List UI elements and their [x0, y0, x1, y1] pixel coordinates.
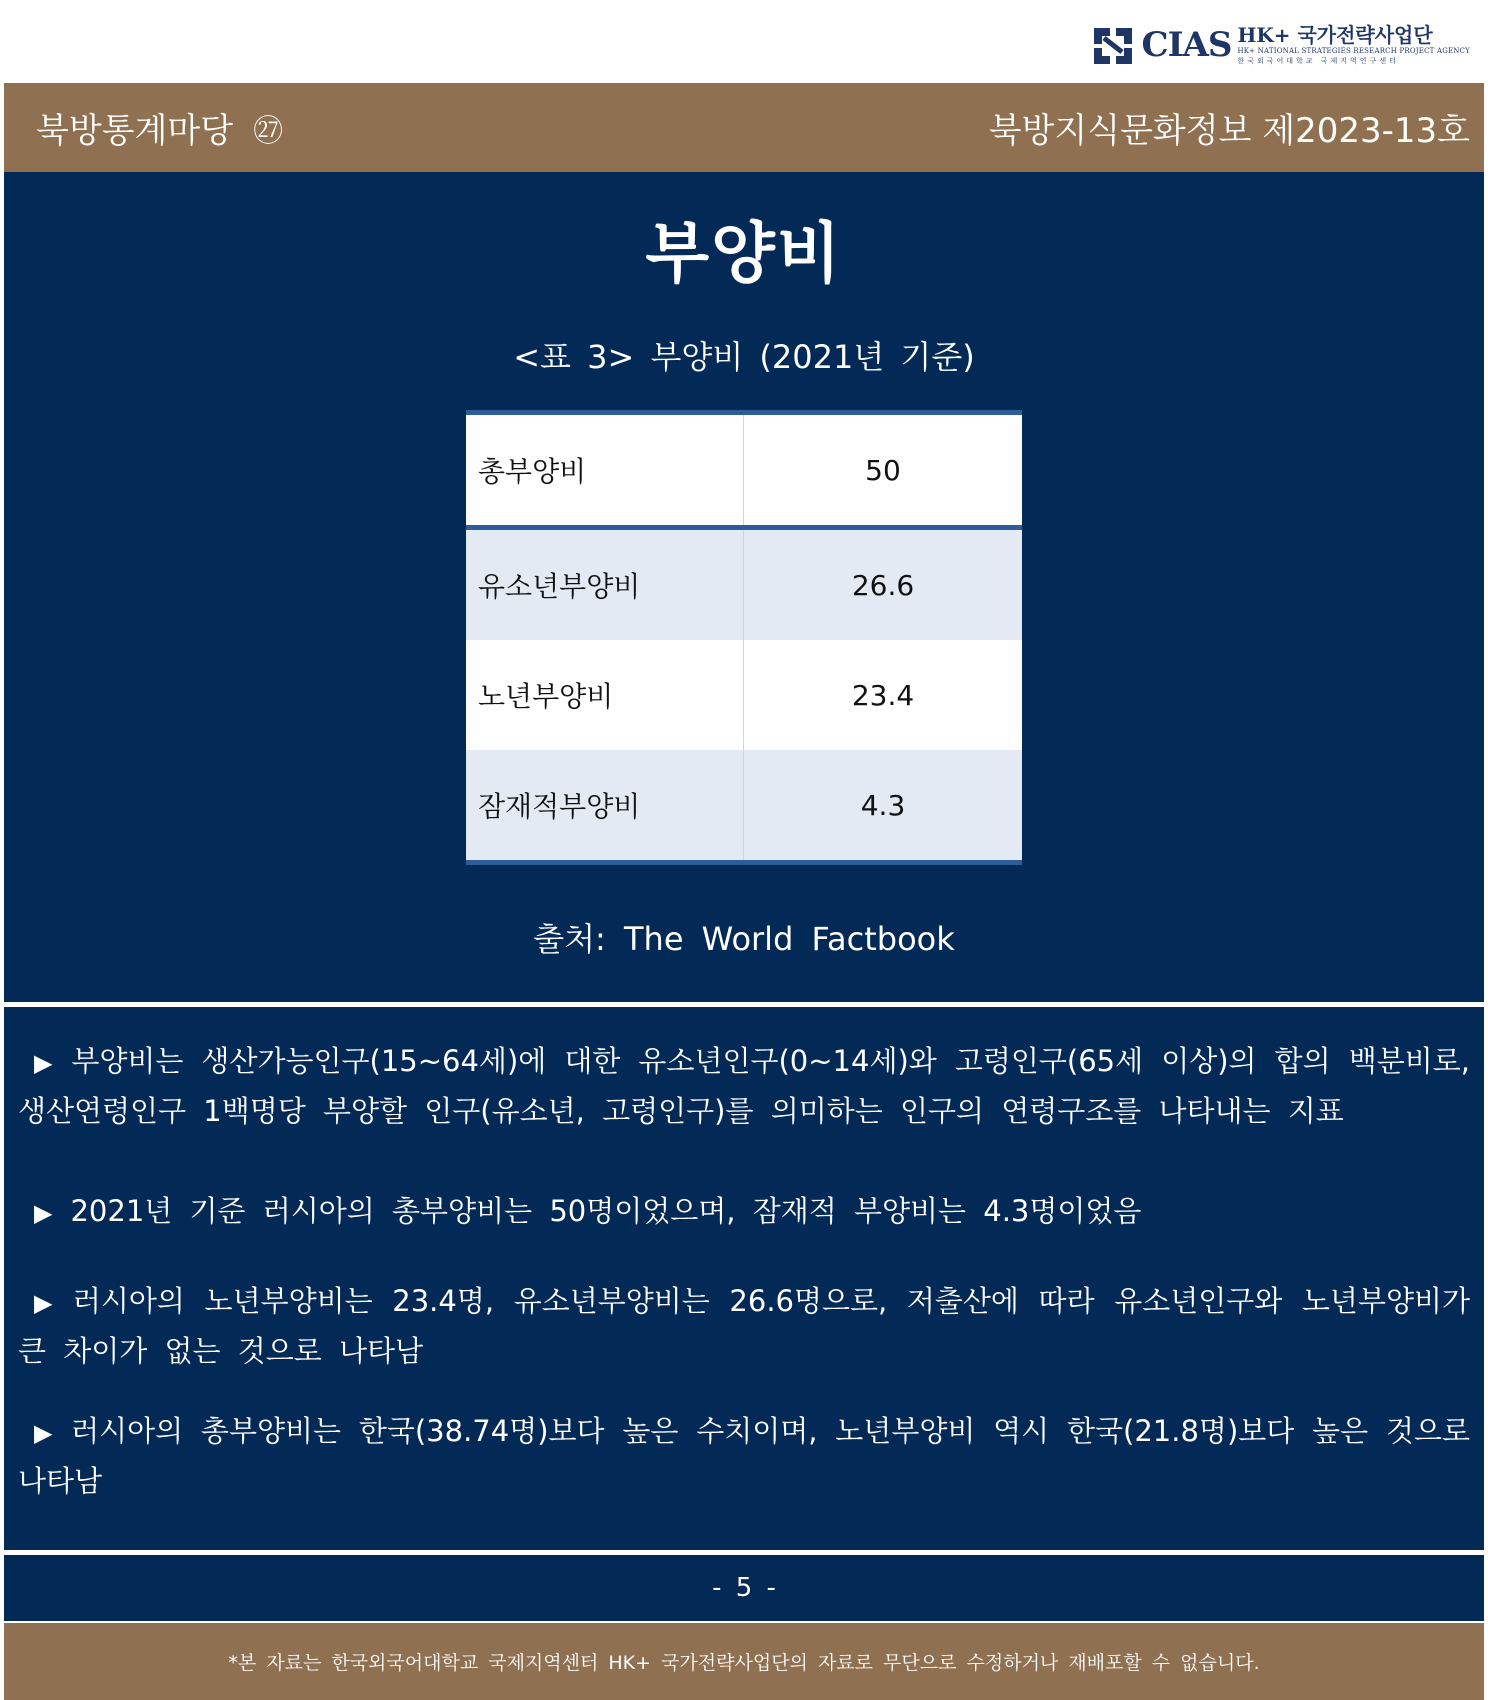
logo-subtitle-ko: 한국외국어대학교 국제지역연구센터: [1237, 57, 1399, 65]
page-number: - 5 -: [4, 1555, 1484, 1621]
dependency-ratio-table: [466, 410, 1022, 865]
table-caption: <표 3> 부양비 (2021년 기준): [513, 338, 975, 376]
series-name: 북방통계마당: [36, 111, 234, 151]
paragraph-text: 2021년 기준 러시아의 총부양비는 50명이었으며, 잠재적 부양비는 4.3명이었음: [70, 1194, 1142, 1228]
bullet-icon: ▶: [34, 1419, 54, 1447]
row-label: 노년부양비: [466, 640, 744, 750]
description-panel: [4, 1007, 1484, 1550]
table-row: [466, 413, 1022, 528]
bullet-icon: ▶: [34, 1049, 54, 1077]
page-title: 부양비: [645, 215, 843, 292]
table-row: [466, 640, 1022, 750]
paragraph-text: 러시아의 총부양비는 한국(38.74명)보다 높은 수치이며, 노년부양비 역시 한국(21.8명)보다 높은 것으로 나타남: [18, 1414, 1470, 1498]
logo-brand: CIAS: [1141, 25, 1232, 65]
publication-label: 북방지식문화정보 제2023-13호: [988, 111, 1470, 151]
description-paragraph: [18, 1037, 1470, 1135]
paragraph-text: 부양비는 생산가능인구(15~64세)에 대한 유소년인구(0~14세)와 고령인구(65세 이상)의 합의 백분비로, 생산연령인구 1백명당 부양할 인구(유소년, 고령인구)를 의미하는 인구의 연령구조를 나타내는 지표: [18, 1044, 1470, 1128]
row-label: 잠재적부양비: [466, 750, 744, 863]
logo-text-block: [1237, 24, 1470, 66]
series-label: [36, 103, 283, 152]
row-value: 23.4: [744, 640, 1023, 750]
source-note: 출처: The World Factbook: [533, 920, 955, 958]
copyright-footer: *본 자료는 한국외국어대학교 국제지역센터 HK+ 국가전략사업단의 자료로 무단으로 수정하거나 재배포할 수 없습니다.: [4, 1623, 1484, 1700]
table-row: [466, 528, 1022, 641]
bullet-icon: ▶: [34, 1199, 53, 1227]
row-label: 총부양비: [466, 413, 744, 528]
row-value: 26.6: [744, 528, 1023, 641]
table-row: [466, 750, 1022, 863]
row-value: 50: [744, 413, 1023, 528]
series-number: ㉗: [253, 113, 284, 149]
header-band: [4, 83, 1484, 172]
row-value: 4.3: [744, 750, 1023, 863]
logo-subtitle-en: HK+ NATIONAL STRATEGIES RESEARCH PROJECT AGENCY: [1237, 47, 1470, 55]
description-paragraph: [18, 1277, 1470, 1375]
logo-title: HK+ 국가전략사업단: [1237, 23, 1433, 47]
cias-logo-icon: [1090, 22, 1136, 68]
paragraph-text: 러시아의 노년부양비는 23.4명, 유소년부양비는 26.6명으로, 저출산에 따라 유소년인구와 노년부양비가 큰 차이가 없는 것으로 나타남: [18, 1284, 1470, 1368]
agency-logo: [1090, 20, 1470, 70]
row-label: 유소년부양비: [466, 528, 744, 641]
description-paragraph: [18, 1187, 1470, 1237]
bullet-icon: ▶: [34, 1289, 55, 1317]
description-paragraph: [18, 1407, 1470, 1505]
